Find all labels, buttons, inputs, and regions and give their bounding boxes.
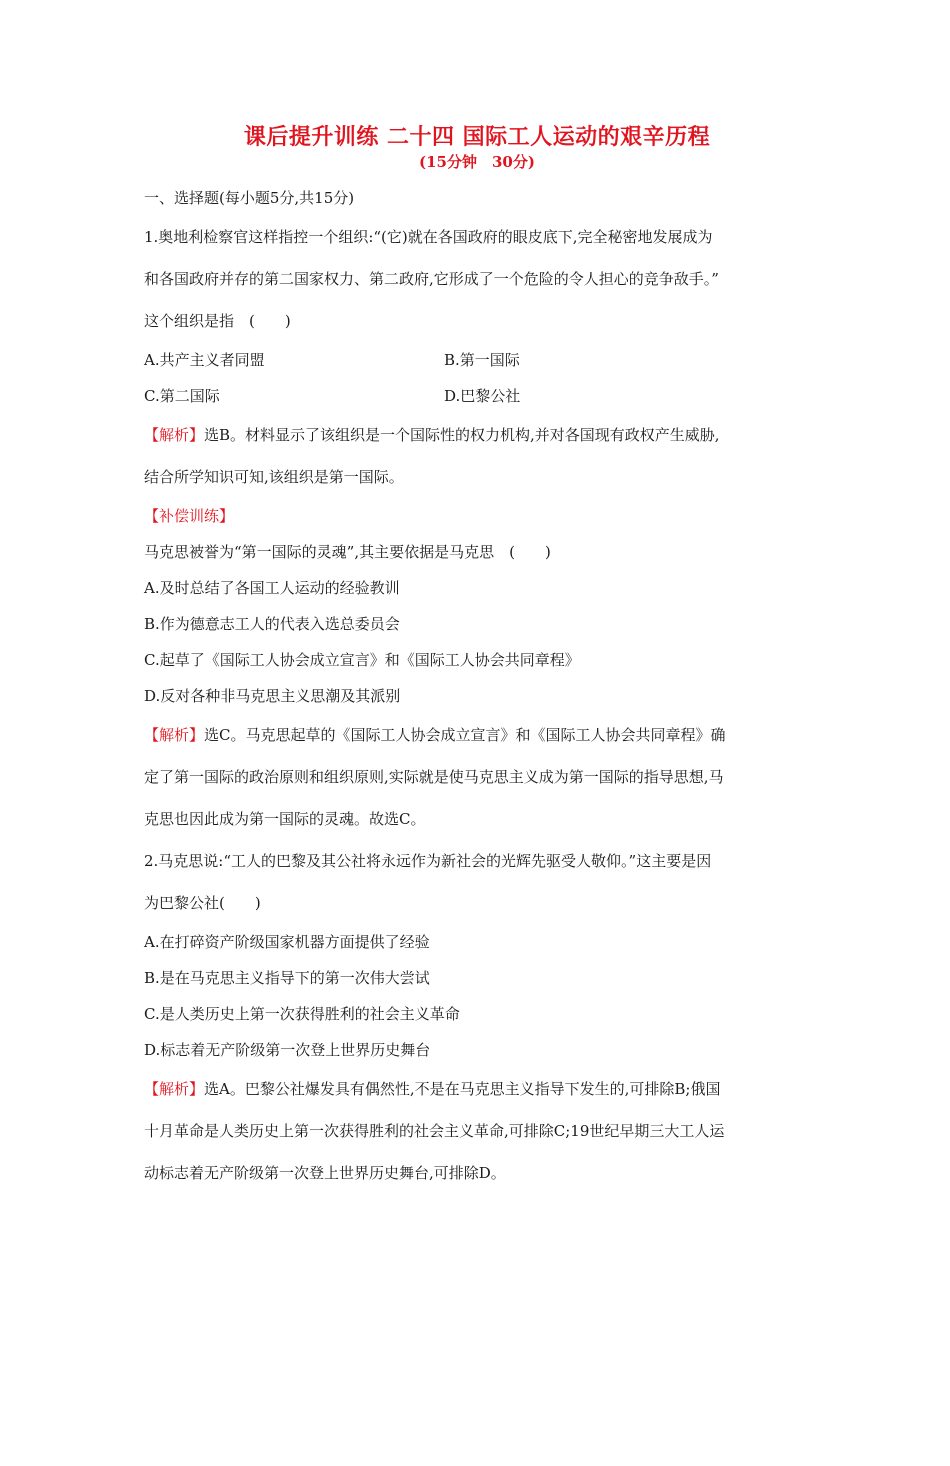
section-heading: 一、选择题(每小题5分,共15分)	[144, 189, 355, 207]
q1-options-row-2	[144, 378, 810, 414]
q1-option-d: D.巴黎公社	[444, 387, 521, 405]
q2-stem-line-2: 为巴黎公社( )	[144, 894, 261, 912]
q2-analysis-tag: 【解析】	[144, 1080, 205, 1098]
q1-option-b: B.第一国际	[444, 351, 520, 369]
q2-analysis-text-1: 选A。巴黎公社爆发具有偶然性,不是在马克思主义指导下发生的,可排除B;俄国	[204, 1080, 721, 1098]
q2-analysis-line-2: 十月革命是人类历史上第一次获得胜利的社会主义革命,可排除C;19世纪早期三大工人运	[144, 1122, 725, 1140]
q1-stem-line-1: 1.奥地利检察官这样指控一个组织:“(它)就在各国政府的眼皮底下,完全秘密地发展成为	[144, 228, 713, 246]
supplement-analysis-text-1: 选C。马克思起草的《国际工人协会成立宣言》和《国际工人协会共同章程》确	[204, 726, 726, 744]
supplement-option-c: C.起草了《国际工人协会成立宣言》和《国际工人协会共同章程》	[144, 651, 580, 669]
page-subtitle: (15分钟 30分)	[419, 153, 535, 171]
supplement-option-a: A.及时总结了各国工人运动的经验教训	[144, 579, 400, 597]
q2-stem-line-1: 2.马克思说:“工人的巴黎及其公社将永远作为新社会的光辉先驱受人敬仰。”这主要是因	[144, 852, 712, 870]
supplement-analysis-line-3: 克思也因此成为第一国际的灵魂。故选C。	[144, 810, 426, 828]
q1-stem-line-2: 和各国政府并存的第二国家权力、第二政府,它形成了一个危险的令人担心的竞争敌手。”	[144, 270, 719, 288]
supplement-analysis-line-1	[144, 714, 810, 756]
q1-analysis-text-1: 选B。材料显示了该组织是一个国际性的权力机构,并对各国现有政权产生威胁,	[204, 426, 720, 444]
q2-option-a: A.在打碎资产阶级国家机器方面提供了经验	[144, 933, 430, 951]
page-title: 课后提升训练 二十四 国际工人运动的艰辛历程	[243, 124, 711, 150]
q1-analysis-tag: 【解析】	[144, 426, 205, 444]
supplement-stem: 马克思被誉为“第一国际的灵魂”,其主要依据是马克思 ( )	[144, 543, 551, 561]
q2-option-b: B.是在马克思主义指导下的第一次伟大尝试	[144, 969, 430, 987]
supplement-analysis-line-2: 定了第一国际的政治原则和组织原则,实际就是使马克思主义成为第一国际的指导思想,马	[144, 768, 724, 786]
q1-analysis-line-1	[144, 414, 810, 456]
q2-option-d: D.标志着无产阶级第一次登上世界历史舞台	[144, 1041, 431, 1059]
q1-option-c: C.第二国际	[144, 387, 220, 405]
supplement-tag: 【补偿训练】	[144, 507, 235, 525]
supplement-analysis-tag: 【解析】	[144, 726, 205, 744]
supplement-option-d: D.反对各种非马克思主义思潮及其派别	[144, 687, 401, 705]
q1-options-row-1	[144, 342, 810, 378]
q1-option-a: A.共产主义者同盟	[144, 351, 265, 369]
q2-analysis-line-1	[144, 1068, 810, 1110]
q1-stem-line-3: 这个组织是指 ( )	[144, 312, 291, 330]
q1-analysis-line-2: 结合所学知识可知,该组织是第一国际。	[144, 468, 404, 486]
q2-option-c: C.是人类历史上第一次获得胜利的社会主义革命	[144, 1005, 460, 1023]
supplement-option-b: B.作为德意志工人的代表入选总委员会	[144, 615, 400, 633]
q2-analysis-line-3: 动标志着无产阶级第一次登上世界历史舞台,可排除D。	[144, 1164, 506, 1182]
document-page	[0, 122, 950, 1466]
